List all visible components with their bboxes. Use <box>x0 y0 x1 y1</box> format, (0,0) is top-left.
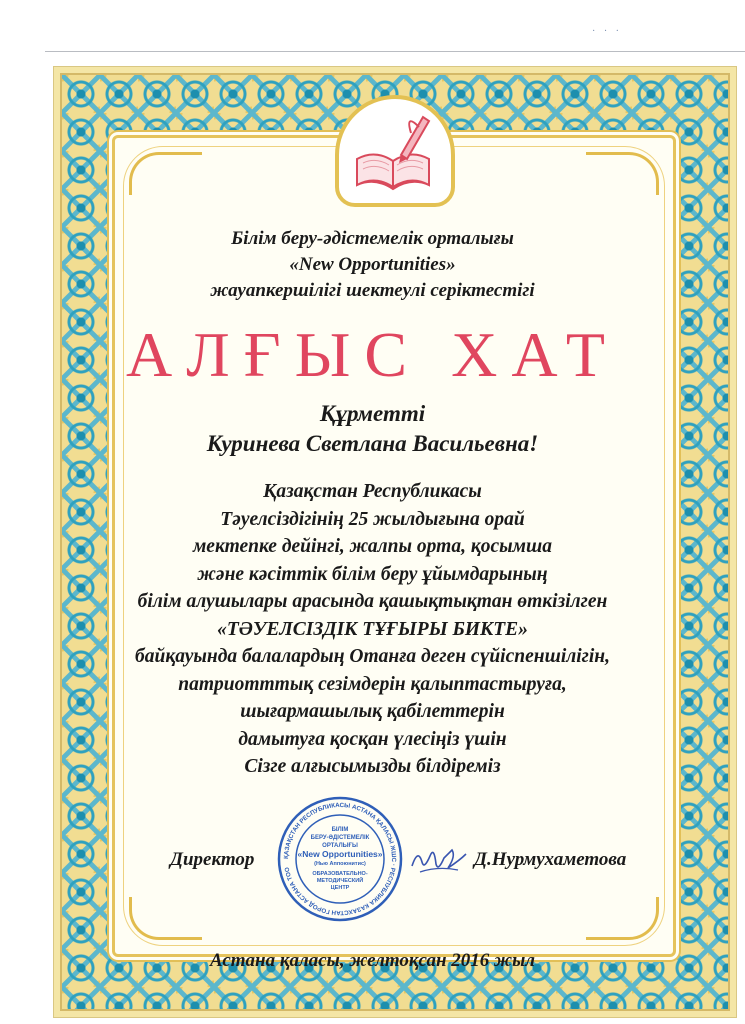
stamp-line: ОБРАЗОВАТЕЛЬНО- <box>312 871 368 877</box>
body-line: дамытуға қосқан үлесіңіз үшін <box>238 728 507 750</box>
stamp-line: ОРТАЛЫҒЫ <box>322 843 358 849</box>
scan-edge-line <box>45 51 745 52</box>
organization-stamp <box>276 795 404 923</box>
stamp-line: БЕРУ-ӘДІСТЕМЕЛІК <box>310 835 370 841</box>
stamp-line: БІЛІМ <box>331 827 349 833</box>
scan-specks: · · · <box>592 26 622 37</box>
body-line: білім алушылары арасында қашықтықтан өткізілген <box>137 591 608 612</box>
book-quill-icon <box>349 107 441 197</box>
handwritten-signature <box>408 842 468 878</box>
salutation: Құрметті <box>319 401 426 426</box>
body-text <box>0 478 745 781</box>
body-line: «ТӘУЕЛСІЗДІК ТҰҒЫРЫ БИКТЕ» <box>217 618 528 640</box>
body-line: шығармашылық қабілеттерін <box>240 701 505 722</box>
corner-ornament <box>129 897 202 940</box>
stamp-line: (Нью Аппоюнитис) <box>314 861 366 867</box>
certificate-title: АЛҒЫС ХАТ <box>125 319 620 390</box>
corner-ornament <box>586 152 659 195</box>
stamp-line: ЦЕНТР <box>330 885 350 891</box>
stamp-ring-text: ҚАЗАҚСТАН РЕСПУБЛИКАСЫ АСТАНА ҚАЛАСЫ ЖШС · РЕСПУБЛИКА КАЗАХСТАН ГОРОД АСТАНА ТОО <box>282 801 398 917</box>
body-line: патриотттық сезімдерін қалыптастыруға, <box>178 673 567 695</box>
book-medallion <box>335 95 455 207</box>
body-line: Қазақстан Республикасы <box>263 481 482 502</box>
director-name: Д.Нурмухаметова <box>474 849 627 870</box>
organization-line: жауапкершілігі шектеулі серіктестігі <box>210 280 535 301</box>
recipient-name: Куринева Светлана Васильевна! <box>206 431 539 456</box>
corner-ornament <box>129 152 202 195</box>
body-line: байқауында балалардың Отанға деген сүйіспеншілігін, <box>135 646 610 667</box>
organization-line: Білім беру-әдістемелік орталығы <box>231 228 514 249</box>
director-label: Директор <box>170 849 255 870</box>
place-date: Астана қаласы, желтоқсан 2016 жыл <box>209 950 536 971</box>
body-line: Сізге алғысымызды білдіреміз <box>244 756 501 777</box>
stamp-line: «New Opportunities» <box>297 849 383 859</box>
body-line: мектепке дейінгі, жалпы орта, қосымша <box>192 536 553 557</box>
organization-block <box>0 226 745 304</box>
body-line: Тәуелсіздігінің 25 жылдығына орай <box>220 508 525 530</box>
recipient-block <box>0 399 745 459</box>
body-line: және кәсіттік білім беру ұйымдарының <box>197 563 548 585</box>
organization-line: «New Opportunities» <box>289 254 456 275</box>
stamp-line: МЕТОДИЧЕСКИЙ <box>316 878 364 884</box>
